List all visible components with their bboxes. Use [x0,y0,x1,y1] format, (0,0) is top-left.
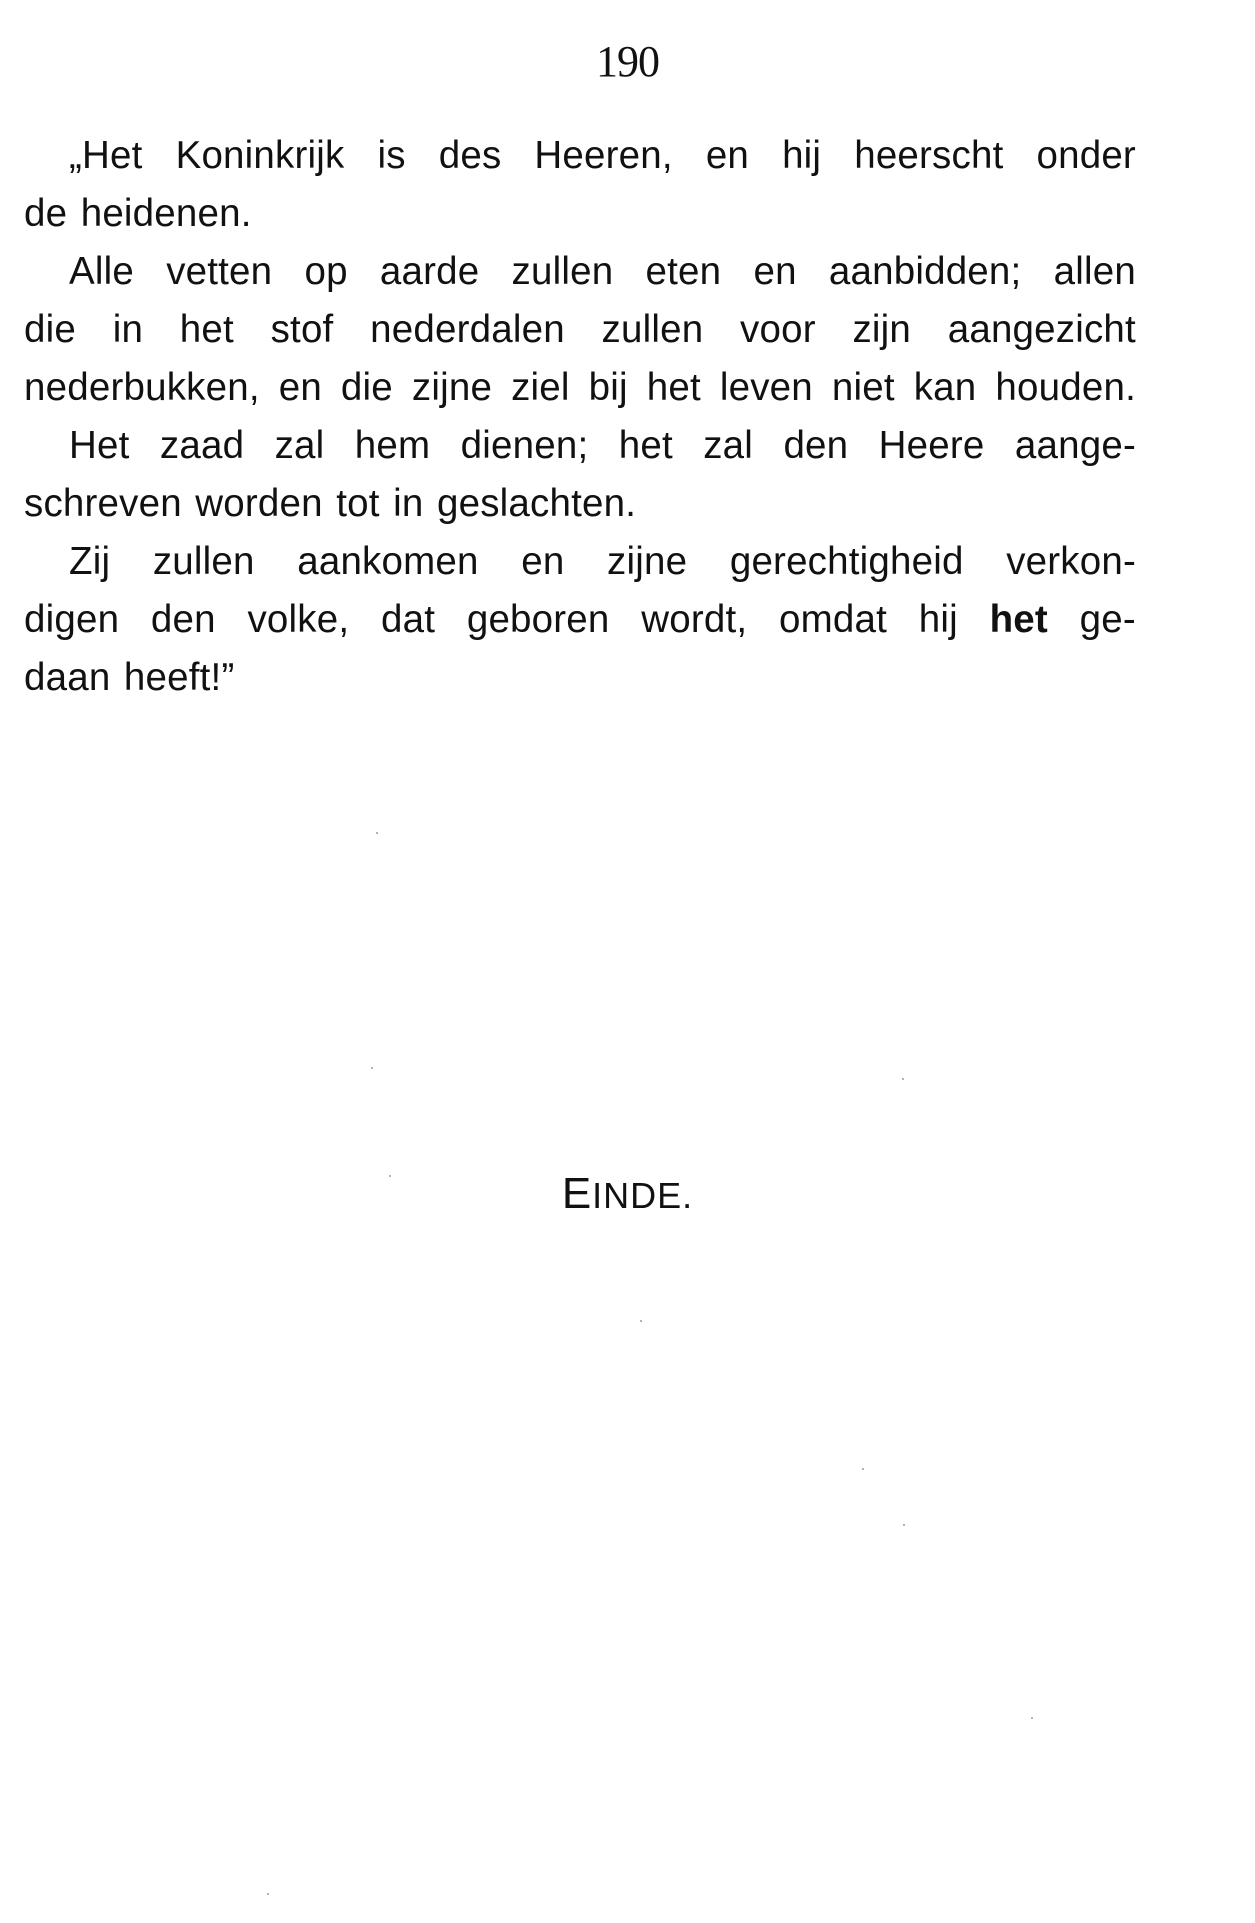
print-speck [902,1078,904,1080]
print-speck [389,1175,391,1177]
word: hij [782,134,822,177]
verse-text [24,127,1136,707]
text-line [24,475,1136,533]
word: zullen [511,250,614,293]
word: zaad [159,424,245,467]
print-speck [1031,1717,1033,1719]
text-line [24,127,1136,185]
print-speck [267,1893,269,1895]
word: kan [913,366,977,409]
word: leven [719,366,813,409]
word: aankomen [297,540,479,583]
word: den [150,598,216,641]
word: aanbidden; [828,250,1022,293]
word: nederbukken, [24,366,260,409]
word: in [112,308,144,351]
text-line [24,185,1136,243]
text-line [24,417,1136,475]
word: Het [69,424,130,467]
word: zullen [601,308,704,351]
word: verkon- [1006,540,1136,583]
text-line [24,533,1136,591]
word: zal [274,424,325,467]
print-speck [376,832,378,834]
word: aarde [379,250,480,293]
word: hem [354,424,431,467]
print-speck [371,1067,373,1069]
word: Zij [69,540,111,583]
word: hij [918,598,958,641]
word: tot [336,482,380,525]
word: omdat [779,598,888,641]
word: wordt, [641,598,748,641]
word: vetten [166,250,273,293]
text-line [24,591,1136,649]
word: niet [831,366,895,409]
word: op [304,250,348,293]
word: het [618,424,673,467]
word: schreven [24,482,182,525]
word: dienen; [460,424,589,467]
word: onder [1036,134,1136,177]
word: zullen [152,540,255,583]
word: nederdalen [370,308,565,351]
word: in [393,482,424,525]
word: aangezicht [947,308,1136,351]
word: Koninkrijk [175,134,345,177]
word: de [24,192,68,235]
word: den [783,424,849,467]
word: zijn [852,308,912,351]
word: het [989,598,1048,641]
word: zal [703,424,754,467]
word: en [705,134,750,177]
word: die [340,366,393,409]
word: is [377,134,406,177]
word: voor [740,308,816,351]
word: bij [588,366,628,409]
word: eten [645,250,722,293]
word: zijne [607,540,688,583]
word: volke, [247,598,350,641]
word: geslachten. [436,482,637,525]
word: die [24,308,76,351]
word: heidenen. [80,192,252,235]
word: het [179,308,234,351]
word: heerscht [854,134,1004,177]
word: „Het [69,134,143,177]
word: Heere [878,424,985,467]
text-line [24,359,1136,417]
word: ge- [1079,598,1136,641]
word: gerechtigheid [729,540,964,583]
word: en [521,540,565,583]
word: worden [195,482,323,525]
word: daan [24,656,111,699]
end-marker [0,1170,1255,1220]
word: stof [270,308,334,351]
end-marker-initial: E [561,1169,593,1218]
word: des [438,134,502,177]
text-line [24,649,1136,707]
page-number: 190 [596,37,659,86]
print-speck [640,1320,642,1322]
word: ziel [511,366,570,409]
word: zijne [411,366,493,409]
print-speck [862,1468,864,1470]
word: aange- [1014,424,1136,467]
word: en [753,250,797,293]
word: het [646,366,701,409]
text-line [24,243,1136,301]
word: Heeren, [534,134,673,177]
end-marker-rest: INDE. [592,1175,694,1216]
word: geboren [466,598,610,641]
word: en [278,366,322,409]
word: Alle [69,250,134,293]
word: heeft!” [123,656,235,699]
print-speck [903,1524,905,1526]
word: dat [380,598,436,641]
text-line [24,301,1136,359]
word: houden. [995,366,1136,409]
word: allen [1053,250,1136,293]
word: digen [24,598,120,641]
